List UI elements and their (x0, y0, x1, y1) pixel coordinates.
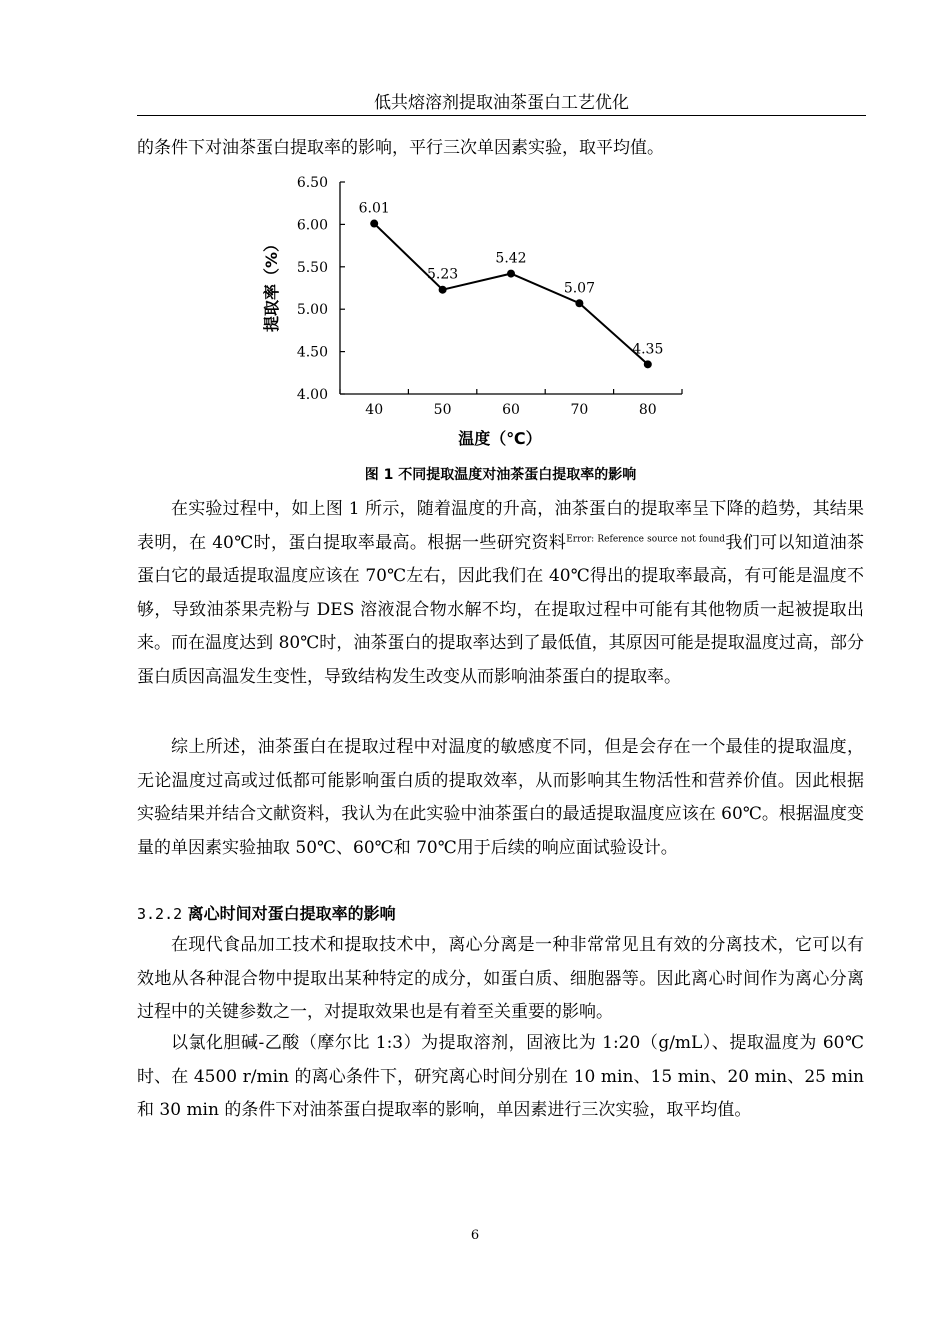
running-header: 低共熔溶剂提取油茶蛋白工艺优化 (374, 93, 629, 113)
paragraph-3: 在现代食品加工技术和提取技术中，离心分离是一种非常常见且有效的分离技术，它可以有效地从各种混合物中提取出某种特定的成分，如蛋白质、细胞器等。因此离心时间作为离心分离过程中的关键参数之一，对提取效果也是有着至关重要的影响。 (137, 935, 864, 1022)
section-number: 3.2.2 (137, 905, 183, 923)
header-rule (137, 115, 866, 116)
y-axis-label: 提取率（%） (262, 235, 281, 333)
y-tick-label: 6.50 (296, 175, 328, 191)
data-point (507, 270, 515, 278)
x-tick-label: 50 (433, 402, 452, 418)
top-line: 的条件下对油茶蛋白提取率的影响，平行三次单因素实验，取平均值。 (137, 138, 664, 158)
data-label: 5.07 (563, 280, 595, 297)
paragraph-1 (137, 493, 864, 694)
data-label: 6.01 (358, 200, 390, 217)
page-number: 6 (470, 1228, 480, 1243)
data-point (439, 286, 447, 294)
x-axis-label: 温度（℃） (458, 429, 542, 448)
x-tick-label: 40 (365, 402, 384, 418)
y-tick-label: 5.00 (296, 302, 328, 319)
data-label: 4.35 (632, 341, 664, 358)
y-tick-label: 6.00 (296, 217, 328, 234)
figure-caption: 图 1 不同提取温度对油茶蛋白提取率的影响 (364, 467, 637, 483)
paragraph-1-text-b: 我们可以知道油茶蛋白它的最适提取温度应该在 70℃左右，因此我们在 40℃得出的提取率最高，有可能是温度不够，导致油茶果壳粉与 DES 溶液混合物水解不均，在提取过程中可能有其他物质一起被提取出来。而在温度达到 80℃时，油茶蛋白的提取率达到了最低值，其原因可能是提取温度过高，部分蛋白质因高温发生变性，导致结构发生改变从而影响油茶蛋白的提取率。 (137, 532, 864, 687)
paragraph-2: 综上所述，油茶蛋白在提取过程中对温度的敏感度不同，但是会存在一个最佳的提取温度，无论温度过高或过低都可能影响蛋白质的提取效率，从而影响其生物活性和营养价值。因此根据实验结果并结合文献资料，我认为在此实验中油茶蛋白的最适提取温度应该在 60℃。根据温度变量的单因素实验抽取 50℃、60℃和 70℃用于后续的响应面试验设计。 (137, 737, 864, 858)
section-heading (137, 897, 864, 932)
paragraph-4: 以氯化胆碱-乙酸（摩尔比 1:3）为提取溶剂，固液比为 1:20（g/mL）、提取温度为 60℃时、在 4500 r/min 的离心条件下，研究离心时间分别在 10 min、15 min、20 min、25 min 和 30 min 的条件下对油茶蛋白提取率的影响，单因素进行三次实验，取平均值。 (137, 1033, 864, 1120)
y-tick-label: 4.00 (296, 387, 328, 403)
section-title: 离心时间对蛋白提取率的影响 (187, 904, 396, 923)
y-tick-label: 5.50 (296, 259, 328, 276)
data-point (575, 299, 583, 307)
paragraph-1-text-a: 在实验过程中，如上图 1 所示，随着温度的升高，油茶蛋白的提取率呈下降的趋势，其结果表明，在 40℃时，蛋白提取率最高。根据一些研究资料 (137, 499, 864, 553)
y-tick-label: 4.50 (296, 344, 328, 361)
x-tick-label: 80 (638, 402, 657, 418)
data-point (644, 360, 652, 368)
data-label: 5.42 (495, 250, 527, 267)
x-tick-label: 60 (502, 402, 520, 418)
series-line (374, 224, 648, 365)
data-point (370, 220, 378, 228)
data-label: 5.23 (427, 266, 459, 283)
y-axis-ticks (297, 175, 345, 403)
data-points (370, 220, 652, 369)
x-tick-label: 70 (570, 402, 589, 418)
data-labels (359, 201, 664, 358)
temperature-chart (255, 170, 695, 455)
reference-error: Error: Reference source not found (566, 533, 726, 544)
